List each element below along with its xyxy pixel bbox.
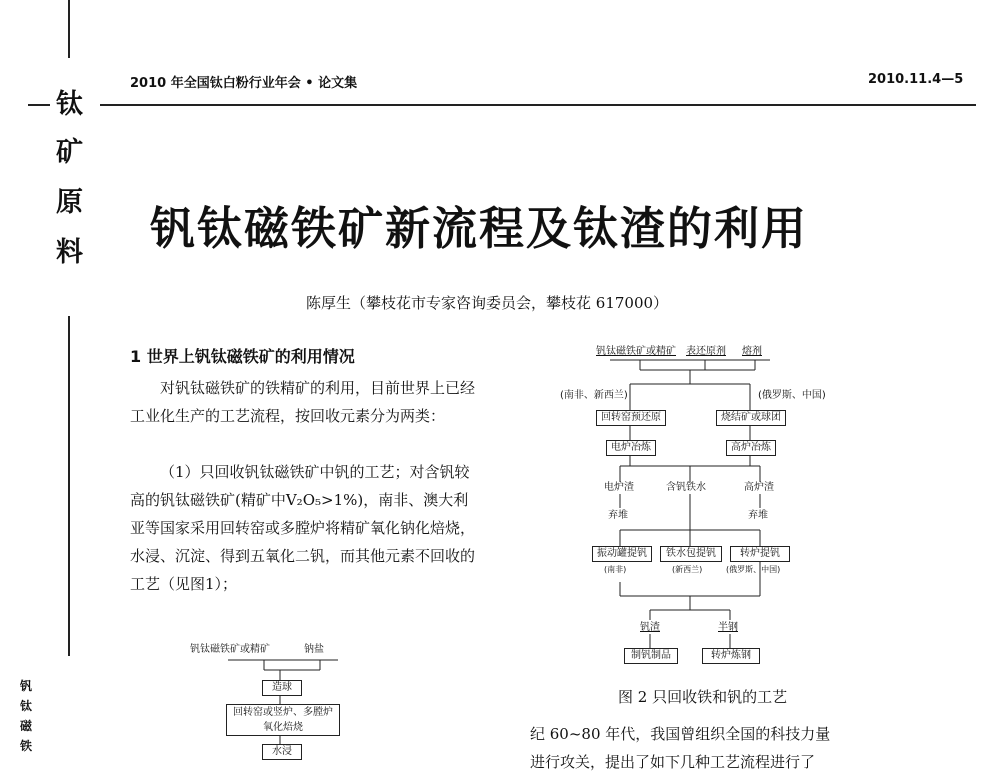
sidebar-small-3: 磁 xyxy=(20,719,33,733)
fig1-box-pelletize: 造球 xyxy=(262,680,302,696)
fig2-discard-1: 弃堆 xyxy=(608,510,628,521)
fig2-box-ladle: 铁水包提钒 xyxy=(660,546,722,562)
fig2-box-sinter: 烧结矿或球团 xyxy=(716,410,786,426)
sidebar-small-4: 铁 xyxy=(20,739,33,753)
right-paragraph-line2: 进行攻关，提出了如下几种工艺流程进行了 xyxy=(530,753,816,771)
fig2-out-vanadium-slag: 钒渣 xyxy=(640,622,660,633)
fig2-input-ore: 钒钛磁铁矿或精矿 xyxy=(596,346,676,357)
fig2-shaking-sub: (南非) xyxy=(604,565,627,574)
fig1-input-salt: 钠盐 xyxy=(304,644,324,655)
sidebar-char-4: 料 xyxy=(56,237,83,268)
fig1-roast-line1: 回转窑或竖炉、多膛炉 xyxy=(233,707,333,718)
fig2-box-converter: 转炉提钒 xyxy=(730,546,790,562)
header-left: 2010 年全国钛白粉行业年会 • 论文集 xyxy=(130,76,358,91)
fig2-ladle-sub: (新西兰) xyxy=(672,565,703,574)
fig2-box-shaking-ladle: 振动罐提钒 xyxy=(592,546,652,562)
sidebar-small-2: 钛 xyxy=(20,699,33,713)
fig1-box-leach: 水浸 xyxy=(262,744,302,760)
sidebar-char-2: 矿 xyxy=(56,137,83,168)
fig1-input-ore: 钒钛磁铁矿或精矿 xyxy=(190,644,270,655)
figure-2-caption: 图 2 只回收铁和钒的工艺 xyxy=(618,688,788,706)
fig2-slag-electric: 电炉渣 xyxy=(604,482,634,493)
fig2-box-rotary-kiln: 回转窑预还原 xyxy=(596,410,666,426)
fig2-out-semi-steel: 半钢 xyxy=(718,622,738,633)
fig2-converter-sub: (俄罗斯、中国) xyxy=(726,565,781,574)
fig2-box-electric-furnace: 电炉冶炼 xyxy=(606,440,656,456)
sidebar-small-1: 钒 xyxy=(20,679,33,693)
sidebar-char-3: 原 xyxy=(56,187,83,218)
right-paragraph-line1: 纪 60~80 年代，我国曾组织全国的科技力量 xyxy=(530,725,831,743)
fig2-label-right: (俄罗斯、中国) xyxy=(758,390,826,401)
fig2-box-steelmaking: 转炉炼钢 xyxy=(702,648,760,664)
fig2-label-left: (南非、新西兰) xyxy=(560,390,628,401)
fig2-box-vanadium-products: 制钒制品 xyxy=(624,648,678,664)
fig2-box-blast-furnace: 高炉冶炼 xyxy=(726,440,776,456)
sidebar-char-1: 钛 xyxy=(56,89,83,120)
fig2-input-reductant: 表还原剂 xyxy=(686,346,726,357)
fig2-slag-blast: 高炉渣 xyxy=(744,482,774,493)
paragraph-2: （1）只回收钒钛磁铁矿中钒的工艺；对含钒较高的钒钛磁铁矿(精矿中V₂O₅>1%)，南非、澳大利亚等国家采用回转窑或多膛炉将精矿氧化钠化焙烧，水浸、沉淀、得到五氧化二钒，而其他元素不回收的工艺（见图1）； xyxy=(130,463,476,593)
paper-title: 钒钛磁铁矿新流程及钛渣的利用 xyxy=(150,202,809,255)
section-heading: 1 世界上钒钛磁铁矿的利用情况 xyxy=(130,347,355,366)
paragraph-1: 对钒钛磁铁矿的铁精矿的利用，目前世界上已经工业化生产的工艺流程，按回收元素分为两类： xyxy=(130,379,476,425)
right-paragraph xyxy=(530,720,970,776)
fig2-discard-2: 弃堆 xyxy=(748,510,768,521)
fig2-hot-metal: 含钒铁水 xyxy=(666,482,706,493)
fig2-input-flux: 熔剂 xyxy=(742,346,762,357)
header-right: 2010.11.4—5 xyxy=(868,72,964,87)
author-line: 陈厚生（攀枝花市专家咨询委员会，攀枝花 617000） xyxy=(306,294,669,312)
fig1-roast-line2: 氧化焙烧 xyxy=(263,722,303,733)
